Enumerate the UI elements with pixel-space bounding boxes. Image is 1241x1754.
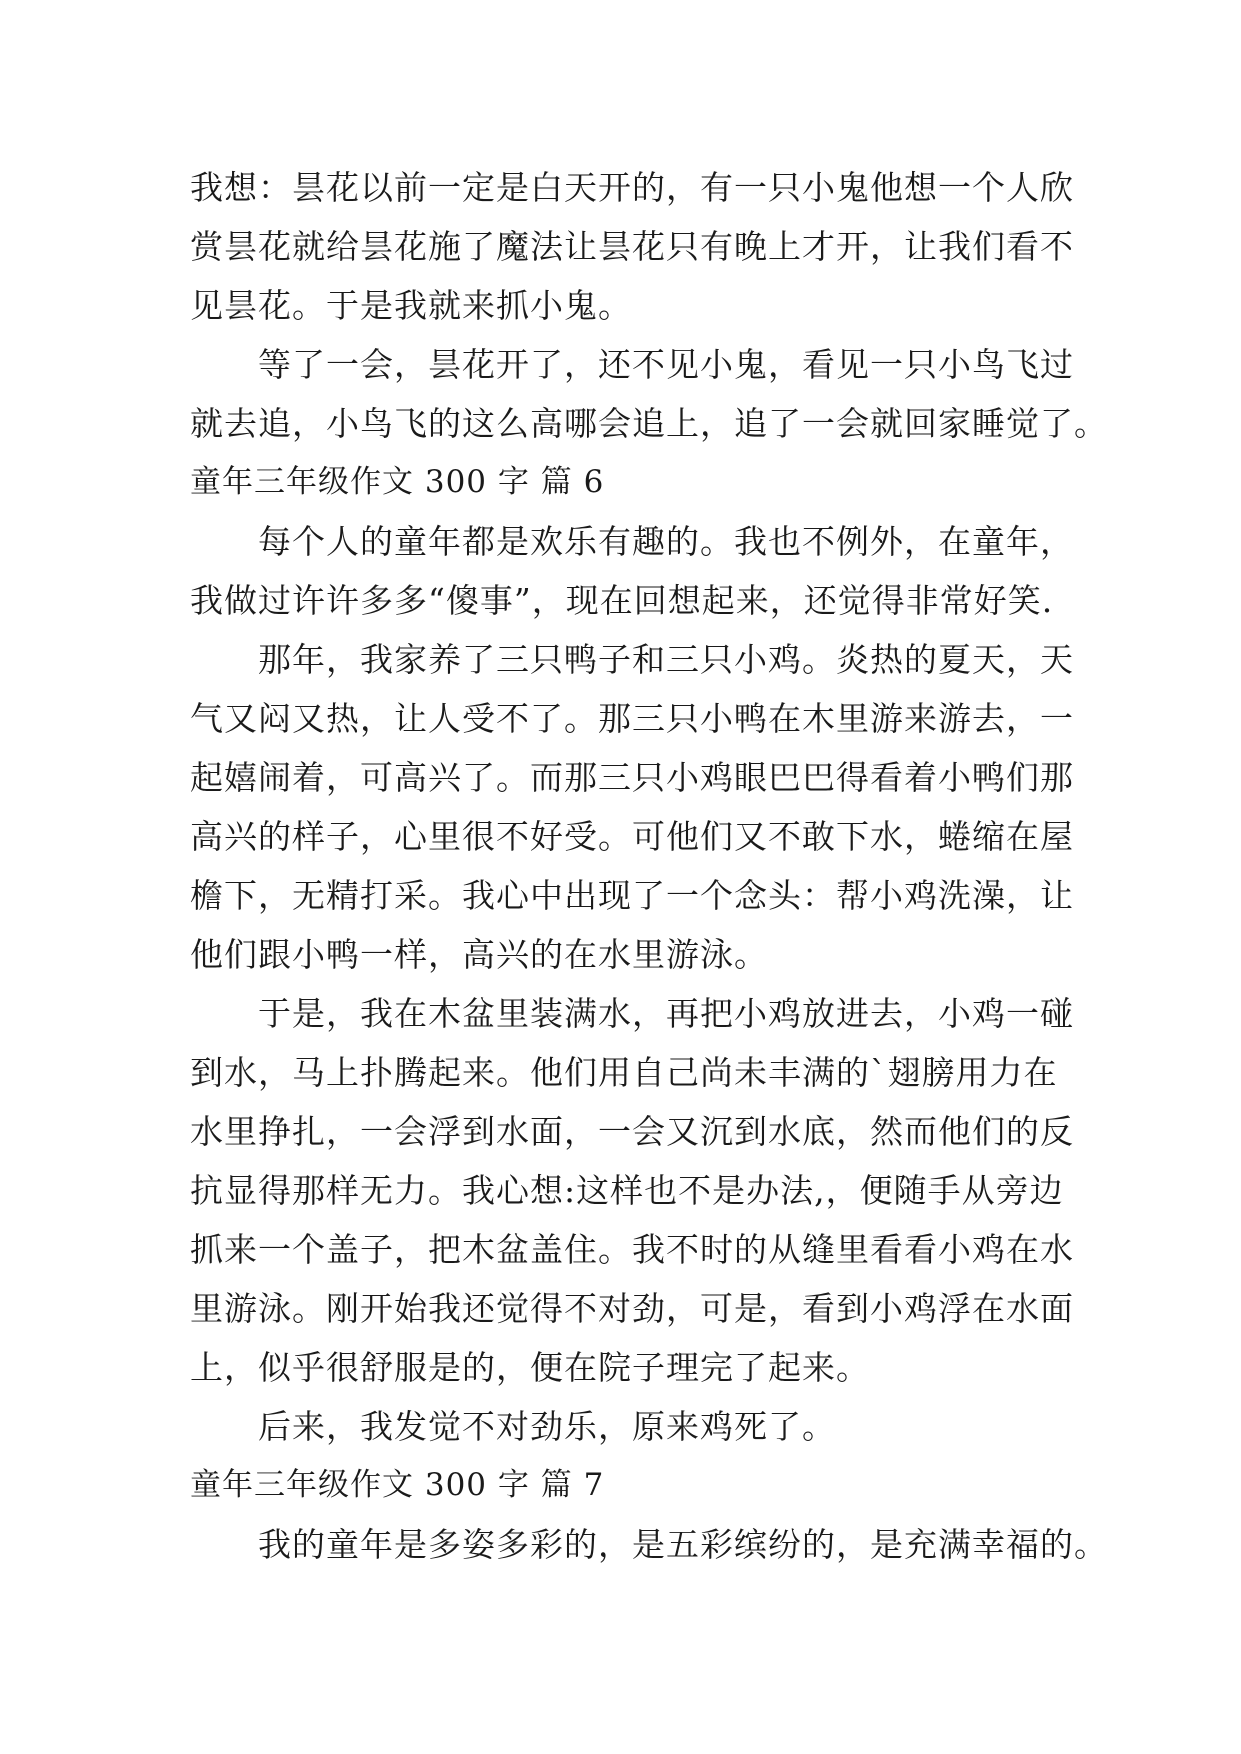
- document-body: [190, 158, 1108, 1574]
- paragraph-line: 起嬉闹着，可高兴了。而那三只小鸡眼巴巴得看着小鸭们那: [190, 758, 1074, 797]
- paragraph-line: 赏昙花就给昙花施了魔法让昙花只有晚上才开，让我们看不: [190, 227, 1074, 266]
- paragraph-line: 等了一会，昙花开了，还不见小鬼，看见一只小鸟飞过: [258, 345, 1074, 384]
- section-heading: 童年三年级作文 300 字 篇 6: [190, 464, 605, 500]
- paragraph-line: 到水，马上扑腾起来。他们用自己尚未丰满的`翅膀用力在: [190, 1053, 1058, 1092]
- paragraph-line: 见昙花。于是我就来抓小鬼。: [190, 286, 632, 325]
- paragraph-line: 我想：昙花以前一定是白天开的，有一只小鬼他想一个人欣: [190, 168, 1074, 207]
- paragraph-line: 气又闷又热，让人受不了。那三只小鸭在木里游来游去，一: [190, 699, 1074, 738]
- paragraph-line: 就去追，小鸟飞的这么高哪会追上，追了一会就回家睡觉了。: [190, 404, 1108, 443]
- paragraph-line: 抗显得那样无力。我心想:这样也不是办法,，便随手从旁边: [190, 1171, 1064, 1210]
- paragraph-line: 抓来一个盖子，把木盆盖住。我不时的从缝里看看小鸡在水: [190, 1230, 1074, 1269]
- paragraph-line: 后来，我发觉不对劲乐，原来鸡死了。: [258, 1407, 836, 1446]
- paragraph-line: 每个人的童年都是欢乐有趣的。我也不例外，在童年，: [258, 522, 1074, 561]
- paragraph-line: 高兴的样子，心里很不好受。可他们又不敢下水，蜷缩在屋: [190, 817, 1074, 856]
- paragraph-line: 水里挣扎，一会浮到水面，一会又沉到水底，然而他们的反: [190, 1112, 1074, 1151]
- paragraph-line: 我做过许许多多“傻事”，现在回想起来，还觉得非常好笑.: [190, 581, 1054, 620]
- section-heading: 童年三年级作文 300 字 篇 7: [190, 1467, 605, 1503]
- paragraph-line: 檐下，无精打采。我心中出现了一个念头：帮小鸡洗澡，让: [190, 876, 1074, 915]
- paragraph-line: 我的童年是多姿多彩的，是五彩缤纷的，是充满幸福的。: [258, 1525, 1108, 1564]
- paragraph-line: 于是，我在木盆里装满水，再把小鸡放进去，小鸡一碰: [258, 994, 1074, 1033]
- paragraph-line: 里游泳。刚开始我还觉得不对劲，可是，看到小鸡浮在水面: [190, 1289, 1074, 1328]
- paragraph-line: 那年，我家养了三只鸭子和三只小鸡。炎热的夏天，天: [258, 640, 1074, 679]
- paragraph-line: 上，似乎很舒服是的，便在院子理完了起来。: [190, 1348, 870, 1387]
- paragraph-line: 他们跟小鸭一样，高兴的在水里游泳。: [190, 935, 768, 974]
